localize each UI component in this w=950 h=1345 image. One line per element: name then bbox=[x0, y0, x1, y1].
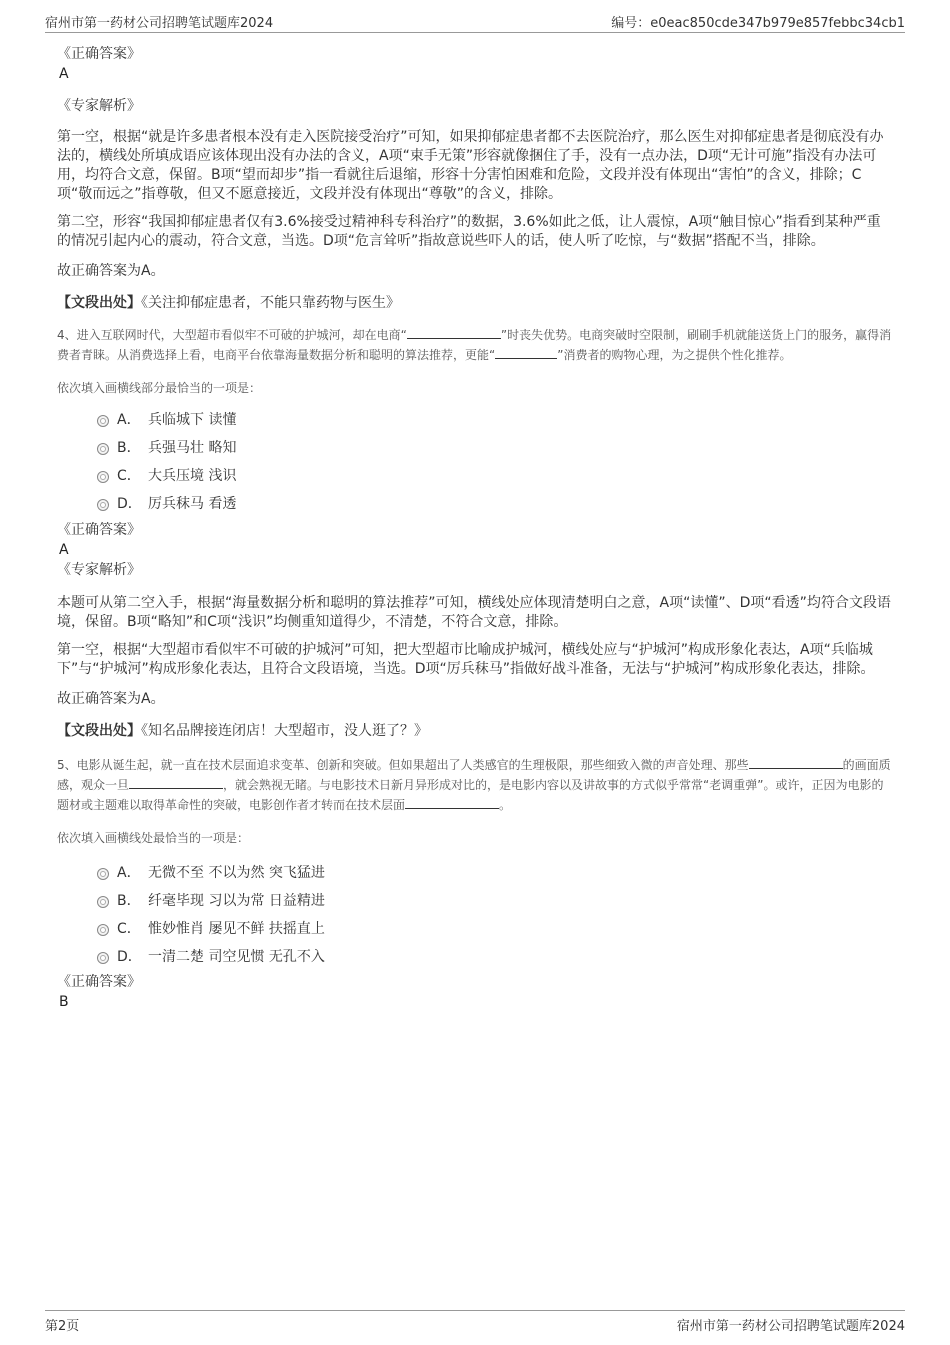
question-4-part: ”消费者的购物心理，为之提供个性化推荐。 bbox=[557, 348, 792, 362]
option-a[interactable] bbox=[97, 407, 893, 435]
analysis-paragraph: 第二空，形容“我国抑郁症患者仅有3.6%接受过精神科专科治疗”的数据，3.6%如此之低，让人震惊，A项“触目惊心”指看到某种严重的情况引起内心的震动，符合文意，当选。D项“危言耸听”指故意说些吓人的话，使人听了吃惊，与“数据”搭配不当，排除。 bbox=[57, 214, 881, 249]
radio-button[interactable] bbox=[97, 443, 109, 455]
expert-analysis-label: 《专家解析》 bbox=[57, 98, 141, 114]
correct-answer-value: A bbox=[59, 66, 69, 82]
page-header bbox=[45, 8, 905, 33]
question-5-options bbox=[97, 860, 893, 972]
question-5-text bbox=[57, 755, 893, 815]
option-text: 厉兵秣马 看透 bbox=[148, 496, 237, 512]
source-prefix: 【文段出处】 bbox=[57, 723, 141, 739]
fill-blank bbox=[407, 326, 501, 339]
page-number: 第2页 bbox=[45, 1319, 80, 1334]
page-footer bbox=[45, 1310, 905, 1337]
option-d[interactable] bbox=[97, 944, 893, 972]
source-title: 《知名品牌接连闭店！大型超市，没人逛了？》 bbox=[141, 723, 428, 739]
radio-button[interactable] bbox=[97, 499, 109, 511]
option-text: 大兵压境 浅识 bbox=[148, 468, 237, 484]
source-line bbox=[57, 293, 893, 313]
question-4-text bbox=[57, 325, 893, 365]
analysis-paragraph: 第一空，根据“就是许多患者根本没有走入医院接受治疗”可知，如果抑郁症患者都不去医院治疗，那么医生对抑郁症患者是彻底没有办法的，横线处所填成语应该体现出没有办法的含义，A项“束手无策”形容就像捆住了手，没有一点办法，D项“无计可施”指没有办法可用，均符合文意，保留。B项“望而却步”指一看就往后退缩，形容十分害怕困难和危险，文段并没有体现出“害怕”的含义，排除；C项“敬而远之”指尊敬，但又不愿意接近，文段并没有体现出“尊敬”的含义，排除。 bbox=[57, 129, 884, 202]
option-b[interactable] bbox=[97, 888, 893, 916]
question-5-part: 的画面质感，观众一旦 bbox=[57, 758, 891, 792]
option-letter: B． bbox=[117, 440, 141, 456]
option-letter: D． bbox=[117, 949, 142, 965]
analysis-paragraph: 本题可从第二空入手，根据“海量数据分析和聪明的算法推荐”可知，横线处应体现清楚明白之意，A项“读懂”、D项“看透”均符合文段语境，保留。B项“略知”和C项“浅识”均侧重知道得少，不清楚，不符合文意，排除。 bbox=[57, 595, 891, 630]
header-title: 宿州市第一药材公司招聘笔试题库2024 bbox=[45, 16, 274, 31]
correct-answer-value: A bbox=[59, 542, 69, 558]
correct-answer-label: 《正确答案》 bbox=[57, 46, 141, 62]
correct-answer-value: B bbox=[59, 994, 69, 1010]
radio-button[interactable] bbox=[97, 952, 109, 964]
option-letter: C． bbox=[117, 921, 141, 937]
option-b[interactable] bbox=[97, 435, 893, 463]
option-c[interactable] bbox=[97, 916, 893, 944]
correct-answer-label: 《正确答案》 bbox=[57, 974, 141, 990]
option-d[interactable] bbox=[97, 491, 893, 519]
document-body bbox=[57, 44, 893, 1012]
footer-title: 宿州市第一药材公司招聘笔试题库2024 bbox=[676, 1319, 905, 1334]
source-prefix: 【文段出处】 bbox=[57, 295, 141, 311]
fill-blank bbox=[749, 756, 843, 769]
question-4-prompt: 依次填入画横线部分最恰当的一项是： bbox=[57, 381, 262, 395]
fill-blank bbox=[129, 776, 223, 789]
question-5-prompt: 依次填入画横线处最恰当的一项是： bbox=[57, 831, 250, 845]
correct-answer-label: 《正确答案》 bbox=[57, 522, 141, 538]
radio-button[interactable] bbox=[97, 896, 109, 908]
option-a[interactable] bbox=[97, 860, 893, 888]
question-5-part: 。 bbox=[499, 798, 512, 812]
question-5-part: 5、电影从诞生起，就一直在技术层面追求变革、创新和突破。但如果超出了人类感官的生理极限，那些细致入微的声音处理、那些 bbox=[57, 758, 749, 772]
radio-button[interactable] bbox=[97, 924, 109, 936]
option-text: 兵强马壮 略知 bbox=[148, 440, 237, 456]
option-text: 兵临城下 读懂 bbox=[148, 412, 237, 428]
option-letter: C． bbox=[117, 468, 141, 484]
option-letter: B． bbox=[117, 893, 141, 909]
option-text: 一清二楚 司空见惯 无孔不入 bbox=[148, 949, 325, 965]
expert-analysis-label: 《专家解析》 bbox=[57, 562, 141, 578]
option-text: 惟妙惟肖 屡见不鲜 扶摇直上 bbox=[148, 921, 325, 937]
question-4-part: 4、进入互联网时代，大型超市看似牢不可破的护城河，却在电商“ bbox=[57, 328, 407, 342]
analysis-conclusion: 故正确答案为A。 bbox=[57, 691, 165, 707]
question-4-part: ”时丧失优势。电商突破时空限制，刷刷手机就能送货上门的服务，赢得消费者青睐。从消费选择上看，电商平台依靠海量数据分析和聪明的算法推荐，更能“ bbox=[57, 328, 892, 362]
option-letter: D． bbox=[117, 496, 142, 512]
source-line bbox=[57, 721, 893, 741]
option-text: 纤毫毕现 习以为常 日益精进 bbox=[148, 893, 325, 909]
option-text: 无微不至 不以为然 突飞猛进 bbox=[148, 865, 325, 881]
header-serial: 编号：e0eac850cde347b979e857febbc34cb1 bbox=[611, 16, 905, 31]
question-4-options bbox=[97, 407, 893, 519]
option-letter: A． bbox=[117, 865, 141, 881]
option-c[interactable] bbox=[97, 463, 893, 491]
radio-button[interactable] bbox=[97, 471, 109, 483]
radio-button[interactable] bbox=[97, 415, 109, 427]
analysis-paragraph: 第一空，根据“大型超市看似牢不可破的护城河”可知，把大型超市比喻成护城河，横线处应与“护城河”构成形象化表达，A项“兵临城下”与“护城河”构成形象化表达，且符合文段语境，当选。D项“厉兵秣马”指做好战斗准备，无法与“护城河”构成形象化表达，排除。 bbox=[57, 642, 875, 677]
option-letter: A． bbox=[117, 412, 141, 428]
analysis-conclusion: 故正确答案为A。 bbox=[57, 263, 165, 279]
radio-button[interactable] bbox=[97, 868, 109, 880]
fill-blank bbox=[495, 346, 557, 359]
source-title: 《关注抑郁症患者，不能只靠药物与医生》 bbox=[141, 295, 400, 311]
fill-blank bbox=[405, 796, 499, 809]
question-5-part: ，就会熟视无睹。与电影技术日新月异形成对比的，是电影内容以及讲故事的方式似乎常常“老调重弹”。或许，正因为电影的题材或主题难以取得革命性的突破，电影创作者才转而在技术层面 bbox=[57, 778, 884, 812]
